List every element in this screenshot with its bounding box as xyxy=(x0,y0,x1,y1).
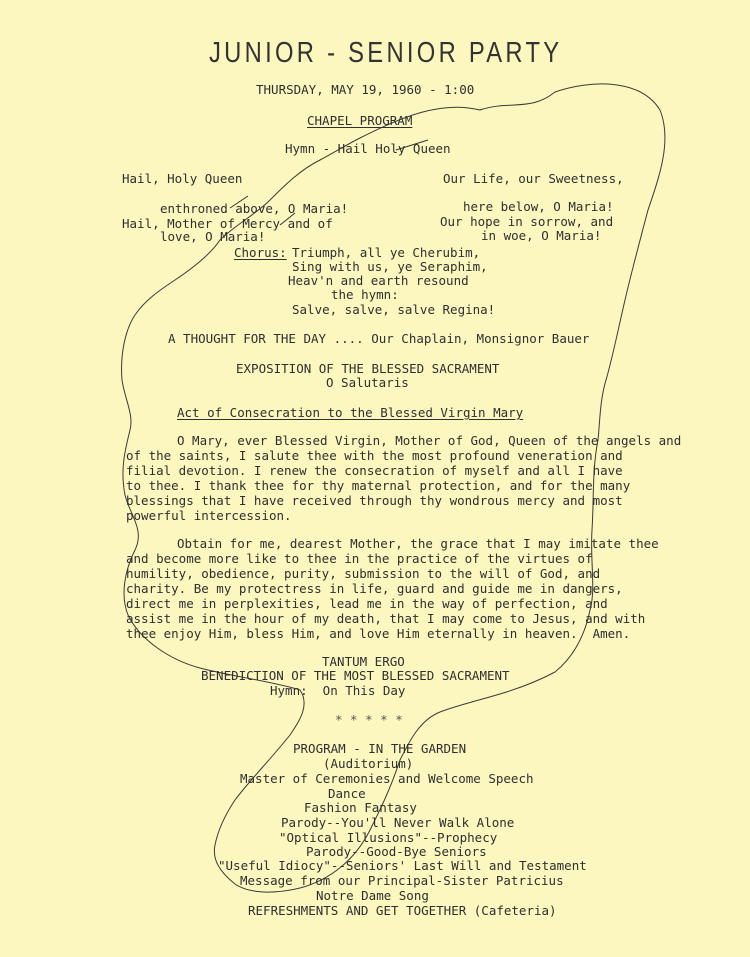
tantum-ergo: TANTUM ERGO xyxy=(322,654,405,669)
paragraph2-line-5: direct me in perplexities, lead me in the way of perfection, and xyxy=(126,596,608,611)
paragraph2-line-3: humility, obedience, purity, submission to the will of God, and xyxy=(126,566,601,581)
chorus-line-4: the hymn: xyxy=(331,287,399,302)
o-salutaris: O Salutaris xyxy=(326,375,409,390)
paragraph2-line-4: charity. Be my protectress in life, guard and guide me in dangers, xyxy=(126,581,623,596)
hymn-right-line-1: Our Life, our Sweetness, xyxy=(443,171,624,186)
program-item: "Useful Idiocy"--Seniors' Last Will and Testament xyxy=(218,858,587,873)
program-item: "Optical Illusions"--Prophecy xyxy=(279,830,498,845)
hymn-right-line-2: here below, O Maria! xyxy=(463,199,614,214)
chorus-line-5: Salve, salve, salve Regina! xyxy=(292,302,496,317)
paragraph2-line-1: Obtain for me, dearest Mother, the grace that I may imitate thee xyxy=(177,536,659,551)
paragraph2-line-6: assist me in the hour of my death, that I may come to Jesus, and with xyxy=(126,611,646,626)
program-item: Parody--You'll Never Walk Alone xyxy=(281,815,515,830)
chorus-line-1: Triumph, all ye Cherubim, xyxy=(292,245,481,260)
chorus-line-3: Heav'n and earth resound xyxy=(288,273,469,288)
thought-for-the-day: A THOUGHT FOR THE DAY .... Our Chaplain, Monsignor Bauer xyxy=(168,331,590,346)
garden-program-heading: PROGRAM - IN THE GARDEN xyxy=(293,741,467,756)
chorus-line-2: Sing with us, ye Seraphim, xyxy=(292,259,488,274)
hymn-title: Hymn - Hail Holy Queen xyxy=(285,141,451,156)
program-item: Notre Dame Song xyxy=(316,888,429,903)
program-item: Parody--Good-Bye Seniors xyxy=(306,844,487,859)
chapel-program-heading: CHAPEL PROGRAM xyxy=(307,113,413,128)
exposition: EXPOSITION OF THE BLESSED SACRAMENT xyxy=(236,361,500,376)
paragraph1-line-3: filial devotion. I renew the consecration of myself and all I have xyxy=(126,463,623,478)
hymn-on-this-day: Hymn: On This Day xyxy=(270,683,406,698)
hymn-left-line-4: love, O Maria! xyxy=(160,229,266,244)
event-date: THURSDAY, MAY 19, 1960 - 1:00 xyxy=(256,82,475,97)
chorus-label: Chorus: xyxy=(234,245,287,260)
hymn-left-line-2: enthroned above, O Maria! xyxy=(160,201,349,216)
program-item: Fashion Fantasy xyxy=(304,800,417,815)
paragraph2-line-2: and become more like to thee in the practice of the virtues of xyxy=(126,551,593,566)
program-item: Dance xyxy=(328,786,366,801)
program-item: Master of Ceremonies and Welcome Speech xyxy=(240,771,534,786)
section-divider-stars: * * * * * xyxy=(335,712,403,727)
paragraph1-line-4: to thee. I thank thee for thy maternal protection, and for the many xyxy=(126,478,631,493)
garden-location: (Auditorium) xyxy=(323,756,414,771)
program-item: Message from our Principal-Sister Patricius xyxy=(240,873,564,888)
act-of-consecration-heading: Act of Consecration to the Blessed Virgin Mary xyxy=(177,405,524,420)
hymn-left-line-1: Hail, Holy Queen xyxy=(122,171,243,186)
paragraph1-line-5: blessings that I have received through thy wondrous mercy and most xyxy=(126,493,623,508)
hymn-right-line-3: Our hope in sorrow, and xyxy=(440,214,614,229)
paragraph1-line-6: powerful intercession. xyxy=(126,508,292,523)
page-title: JUNIOR - SENIOR PARTY xyxy=(209,37,563,69)
benediction: BENEDICTION OF THE MOST BLESSED SACRAMENT xyxy=(201,668,510,683)
hymn-left-line-3: Hail, Mother of Mercy and of xyxy=(122,216,333,231)
hymn-right-line-4: in woe, O Maria! xyxy=(481,228,602,243)
paragraph1-line-1: O Mary, ever Blessed Virgin, Mother of God, Queen of the angels and xyxy=(177,433,682,448)
paragraph2-line-7: thee enjoy Him, bless Him, and love Him eternally in heaven. Amen. xyxy=(126,626,631,641)
program-item: REFRESHMENTS AND GET TOGETHER (Cafeteria) xyxy=(248,903,557,918)
paragraph1-line-2: of the saints, I salute thee with the most profound veneration and xyxy=(126,448,623,463)
